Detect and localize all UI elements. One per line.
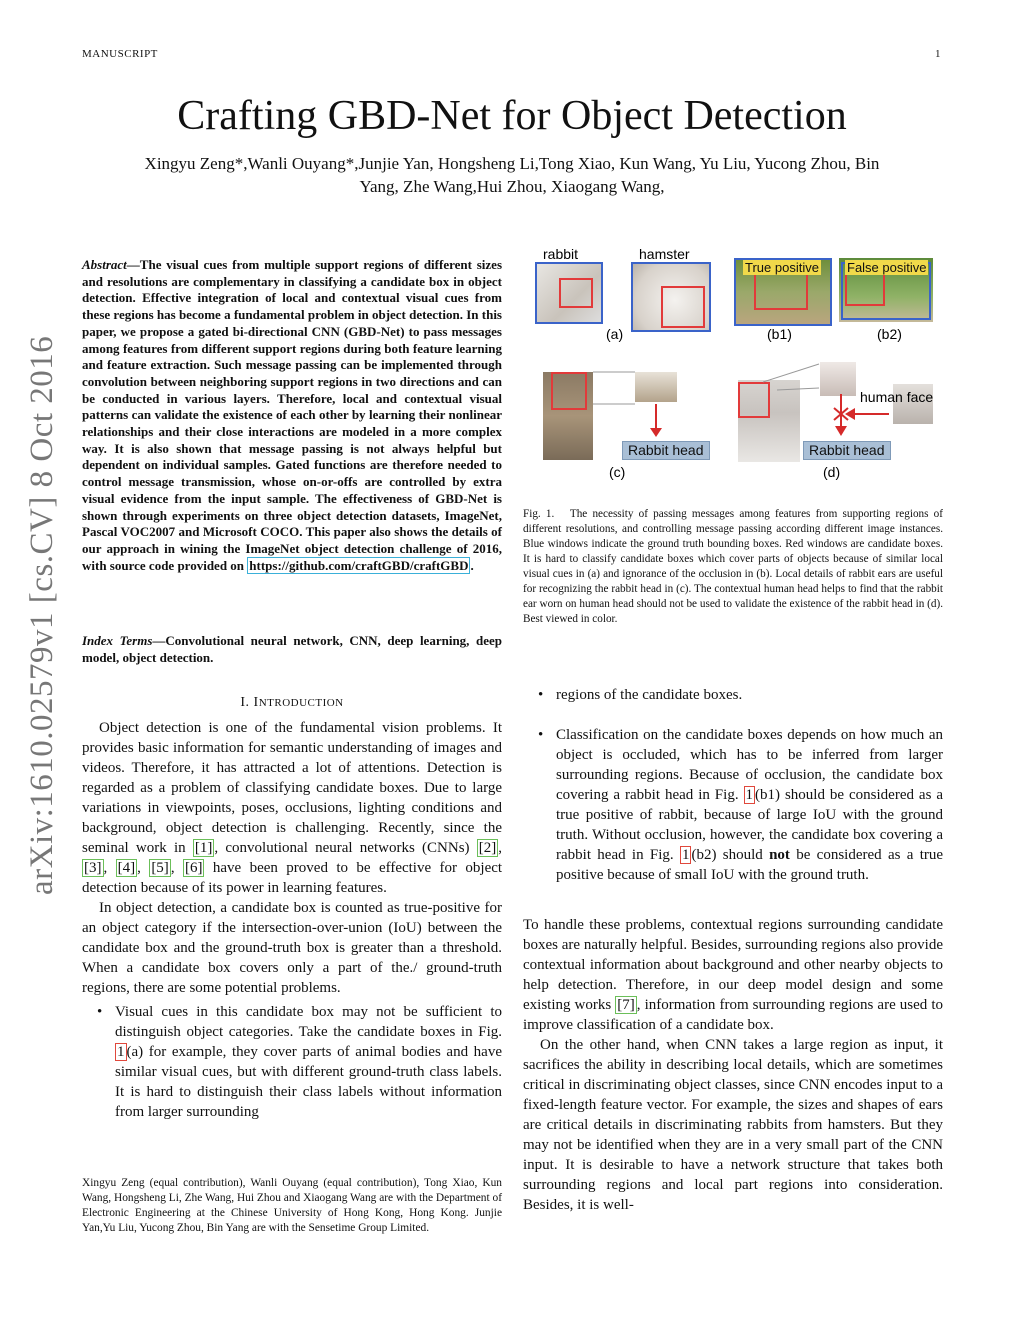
candidate-box-rabbit xyxy=(559,278,593,308)
bullet-1-continuation: regions of the candidate boxes. xyxy=(556,687,743,703)
figure-caption xyxy=(523,507,943,627)
doll-photo xyxy=(738,380,800,462)
emphasis-not: not xyxy=(769,847,790,863)
abstract-end: . xyxy=(470,557,474,573)
figure-1-ref-a[interactable]: 1 xyxy=(117,1044,125,1060)
intro-paragraph-2: In object detection, a candidate box is counted as true-positive for an object category if the intersection-over-union (IoU) between the candidate box and the ground-truth box is greater than a threshold. When a candidate box covers only a part of the./ ground-truth regions, there are some potential problems. xyxy=(82,900,502,996)
label-true-positive: True positive xyxy=(745,260,819,275)
intro-right-column xyxy=(523,685,943,1215)
intro-p1-text-b: convolutional neural networks (CNNs) xyxy=(225,840,470,856)
citation-6[interactable]: [6] xyxy=(184,860,203,876)
authors-line-1: Xingyu Zeng*,Wanli Ouyang*,Junjie Yan, Hongsheng Li,Tong Xiao, Kun Wang, Yu Liu, Yucong Zhou, Bin xyxy=(144,154,880,173)
source-code-link[interactable]: https://github.com/craftGBD/craftGBD xyxy=(249,557,469,573)
candidate-box-hamster xyxy=(661,286,705,328)
label-rabbit: rabbit xyxy=(543,246,579,262)
panel-b1-label: (b1) xyxy=(767,326,792,342)
index-terms-label: Index Terms xyxy=(82,633,153,648)
citation-7[interactable]: [7] xyxy=(617,997,635,1013)
citation-5[interactable]: [5] xyxy=(151,860,169,876)
label-false-positive: False positive xyxy=(847,260,927,275)
section-number: I. xyxy=(240,695,250,710)
citation-3[interactable]: [3] xyxy=(84,860,102,876)
rabbit-head-label-c: Rabbit head xyxy=(622,441,710,460)
candidate-box-b1 xyxy=(754,270,808,310)
intro-paragraph-1: Object detection is one of the fundamental vision problems. It provides basic information for semantic understanding of images and videos. Therefore, it has attracted a lot of attentions. Detection is regarded as a problem of classifying candidate boxes. Due to large variations in viewpoints, poses, occlusions, lighting conditions and background, object detection is challenging. Recently, since the seminal work in [1] , convolutional neural networks (CNNs) [2] , [3] , [4] , [5] , [6] have been proved to be effective for object detection because of its power in learning features. xyxy=(82,720,503,896)
running-header: MANUSCRIPT xyxy=(82,48,158,60)
label-human-face: human face xyxy=(860,389,934,405)
zoom-lines-d xyxy=(763,362,823,392)
authors-line-2: Yang, Zhe Wang,Hui Zhou, Xiaogang Wang, xyxy=(359,177,665,196)
bullet-2-text-b: (b1) should be considered as a true positive of rabbit, because of large IoU with the ground truth. Without occlusion, however, the candidate box covering a rabbit head in Fig. xyxy=(556,787,944,863)
panel-c-label: (c) xyxy=(609,464,626,480)
bullet-2-text-c: (b2) should xyxy=(691,847,763,863)
label-hamster: hamster xyxy=(639,246,690,262)
author-list xyxy=(90,152,934,198)
panel-d-label: (d) xyxy=(823,464,841,480)
hamster-photo xyxy=(631,262,711,332)
index-terms-text: —Convolutional neural network, CNN, deep learning, deep model, object detection. xyxy=(82,633,502,665)
abstract-label: Abstract xyxy=(82,257,127,272)
figure-1 xyxy=(523,244,943,484)
list-item-2 xyxy=(556,725,943,885)
zoom-lines-c xyxy=(593,370,643,406)
rabbit-head-label-d: Rabbit head xyxy=(803,441,891,460)
rabbit-photo xyxy=(535,262,603,324)
section-title-rest: NTRODUCTION xyxy=(258,697,344,709)
intro-paragraph-3 xyxy=(523,915,943,1035)
citation-4[interactable]: [4] xyxy=(117,860,136,876)
abstract xyxy=(82,257,502,574)
section-title-initial: I xyxy=(253,695,259,710)
arrow-down-c xyxy=(649,404,663,438)
caption-label: Fig. 1. xyxy=(523,508,555,520)
index-terms xyxy=(82,633,502,666)
list-item-1-continued xyxy=(556,685,943,705)
bullet-2-text-a: Classification on the candidate boxes depends on how much an object is occluded, which has to be inferred from larger surrounding regions. Because of occlusion, the candidate box covering a rabbit head in Fig. xyxy=(556,727,943,803)
panel-a-label: (a) xyxy=(606,326,624,342)
bullet-1-text-b: (a) for example, they cover parts of animal bodies and have similar visual cues, but with different ground-truth class labels. It is hard to distinguish their class labels without information from larger surrounding xyxy=(115,1044,502,1120)
problem-list-2 xyxy=(523,725,943,885)
problem-list xyxy=(82,1002,502,1122)
hare-photo xyxy=(543,372,593,460)
bullet-2-text-d: be considered as a true positive because of small IoU with the ground truth. xyxy=(556,847,944,883)
intro-p1-text-c: have been proved to be effective for object detection because of its power in learning features. xyxy=(82,860,503,896)
footnote: Xingyu Zeng (equal contribution), Wanli Ouyang (equal contribution), Tong Xiao, Kun Wang, Hongsheng Li, Zhe Wang, Hui Zhou and Xiaogang Wang are with the Department of Electronic Engineering at the Chinese University of Hong Kong, Hong Kong. Junjie Yan,Yu Liu, Yucong Zhou, Bin Yang are with the Sensetime Group Limited. xyxy=(82,1177,502,1234)
figure-1-ref-b2[interactable]: 1 xyxy=(681,847,690,863)
figure-1-ref-b1[interactable]: 1 xyxy=(745,787,754,803)
citation-1[interactable]: [1] xyxy=(194,840,213,856)
list-item-1 xyxy=(115,1002,502,1122)
rabbit-ear-crop xyxy=(820,362,856,396)
bullet-1-text-a: Visual cues in this candidate box may not be sufficient to distinguish object categories. Take the candidate boxes in Fig. xyxy=(115,1004,502,1040)
caption-text: The necessity of passing messages among features from supporting regions of different resolutions, and controlling message passing according different image instances. Blue windows indicate the ground truth bounding boxes. Red windows are candidate boxes. It is hard to classify candidate boxes which cover parts of objects because of similar local visual cues in (a) and ignorance of the occlusion in (b). Local details of rabbit ears are useful for recognizing the rabbit head in (c). The contextual human head helps to find that the rabbit ear worn on human head should not be used to validate the existence of the rabbit head in (d). Best viewed in color. xyxy=(523,508,943,625)
intro-p1-text-a: Object detection is one of the fundamental vision problems. It provides basic information for semantic understanding of images and videos. Therefore, it has attracted a lot of attentions. Detection is regarded as a problem of classifying candidate boxes. Due to large variations in viewpoints, poses, occlusions, lighting conditions and background, object detection is challenging. Recently, since the seminal work in xyxy=(82,720,502,856)
intro-left-column xyxy=(82,718,502,1122)
page-number: 1 xyxy=(935,48,941,60)
paper-title: Crafting GBD-Net for Object Detection xyxy=(177,93,847,139)
intro-p3-text-a: To handle these problems, contextual regions surrounding candidate boxes are naturally helpful. Besides, surrounding regions also provide contextual information about background and other nearby objects to help detection. Therefore, in our deep model design and some existing works xyxy=(523,917,943,1013)
problem-list-continued xyxy=(523,685,943,705)
abstract-text: —The visual cues from multiple support regions of different sizes and resolutions are complementary in classifying a candidate box in object detection. Effective integration of local and contextual visual cues from these regions has become a fundamental problem in object detection. In this paper, we propose a gated bi-directional CNN (GBD-Net) to pass messages among features from different support regions during both feature learning and feature extraction. Such message passing can be implemented through convolution between neighboring support regions in two directions and can be conducted in various layers. Therefore, local and contextual visual patterns can validate the existence of each other by learning their nonlinear relationships and their close interactions are modeled in a more complex way. It is also shown that message passing is not always helpful but dependent on individual samples. Gated functions are therefore needed to control message transmission, whose on-or-offs are controlled by extra visual evidence from the input sample. The effectiveness of GBD-Net is shown through experiments on three object detection datasets, ImageNet, Pascal VOC2007 and Microsoft COCO. This paper also shows the details of our approach in wining the ImageNet object detection challenge of 2016, with source code provided on xyxy=(82,257,502,573)
intro-paragraph-4: On the other hand, when CNN takes a large region as input, it sacrifices the ability in describing local details, which are sometimes critical in discriminating object classes, since CNN encodes input to a fixed-length feature vector. For example, the sizes and shapes of ears are critical details in discriminating rabbits from hamsters. But they may not be identified when they are in a very small part of the CNN input. It is desirable to have a network structure that takes both surrounding regions and local part regions into consideration. Besides, it is well- xyxy=(523,1037,943,1213)
panel-b2-label: (b2) xyxy=(877,326,902,342)
candidate-box-c xyxy=(551,372,587,410)
arxiv-stamp: arXiv:1610.02579v1 [cs.CV] 8 Oct 2016 xyxy=(24,335,60,895)
intro-p3-text-b: , information from surrounding regions are used to improve classification of a candidate box. xyxy=(523,997,943,1033)
citation-2[interactable]: [2] xyxy=(478,840,497,856)
section-heading xyxy=(82,695,502,711)
